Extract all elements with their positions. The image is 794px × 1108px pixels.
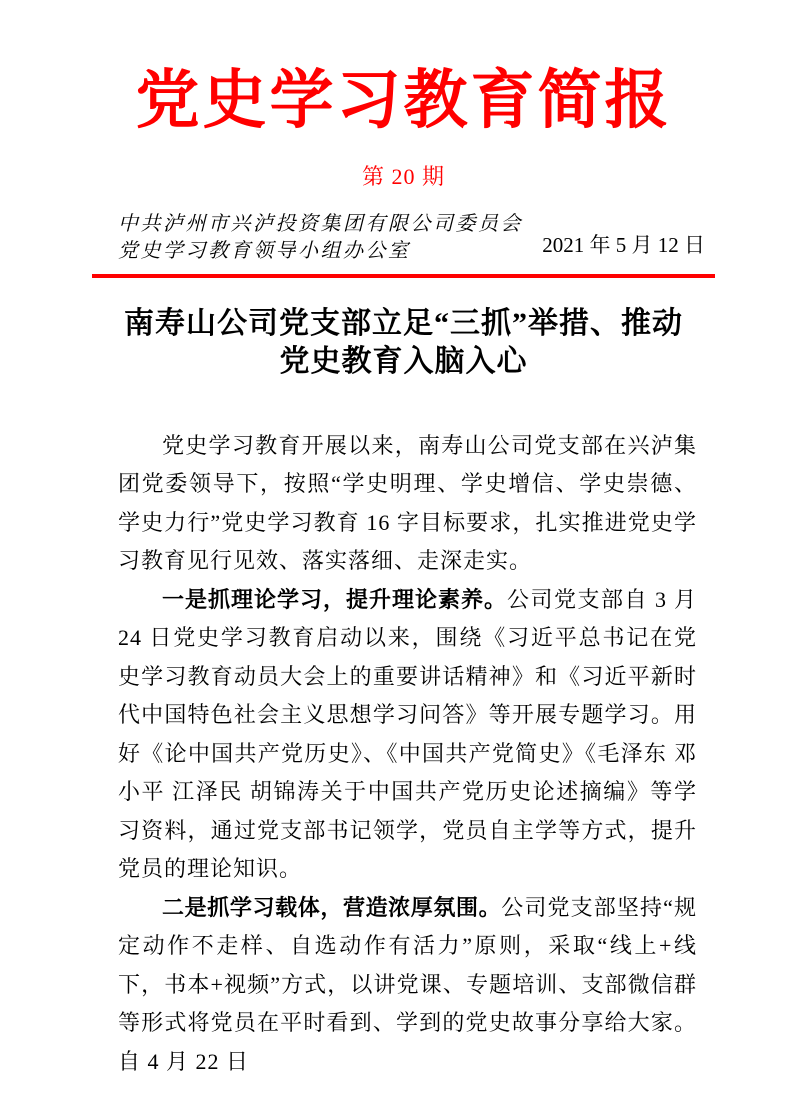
body-paragraph (118, 889, 697, 1082)
paragraph-text: 公司党支部坚持“规定动作不走样、自选动作有活力”原则，采取“线上+线下，书本+视频”方式，以讲党课、专题培训、支部微信群等形式将党员在平时看到、学到的党史故事分享给大家。自 4 月 22 日 (118, 894, 697, 1074)
issuer-row (92, 211, 715, 265)
issuer-line-1: 中共泸州市兴泸投资集团有限公司委员会 (118, 212, 523, 235)
article-title-line-1: 南寿山公司党支部立足“三抓”举措、推动 (124, 306, 683, 340)
issuer-block (118, 211, 523, 265)
body-paragraph (118, 581, 697, 889)
issue-date: 2021 年 5 月 12 日 (542, 232, 705, 257)
paragraph-text: 党史学习教育开展以来，南寿山公司党支部在兴泸集团党委领导下，按照“学史明理、学史增信、学史崇德、学史力行”党史学习教育 16 字目标要求，扎实推进党史学习教育见行见效、落实落细、走深走实。 (118, 432, 697, 574)
masthead-title: 党史学习教育简报 (135, 65, 672, 136)
paragraph-lead: 一是抓理论学习，提升理论素养。 (162, 586, 507, 612)
paragraph-lead: 二是抓学习载体，营造浓厚氛围。 (162, 894, 502, 920)
paragraph-text: 公司党支部自 3 月 24 日党史学习教育启动以来，围绕《习近平总书记在党史学习教育动员大会上的重要讲话精神》和《习近平新时代中国特色社会主义思想学习问答》等开展专题学习。用好《论中国共产党历史》、《中国共产党简史》《毛泽东 邓小平 江泽民 胡锦涛关于中国共产党历史论述摘编》等学习资料，通过党支部书记领学，党员自主学等方式，提升党员的理论知识。 (118, 586, 697, 882)
masthead-divider-rule (92, 274, 715, 278)
issuer-line-2: 党史学习教育领导小组办公室 (118, 239, 411, 262)
page-content (0, 64, 794, 1081)
article-body (92, 427, 715, 1082)
article-title-line-2: 党史教育入脑入心 (279, 344, 528, 378)
issue-number: 第 20 期 (361, 163, 445, 189)
body-paragraph (118, 427, 697, 581)
article-title (92, 305, 715, 381)
